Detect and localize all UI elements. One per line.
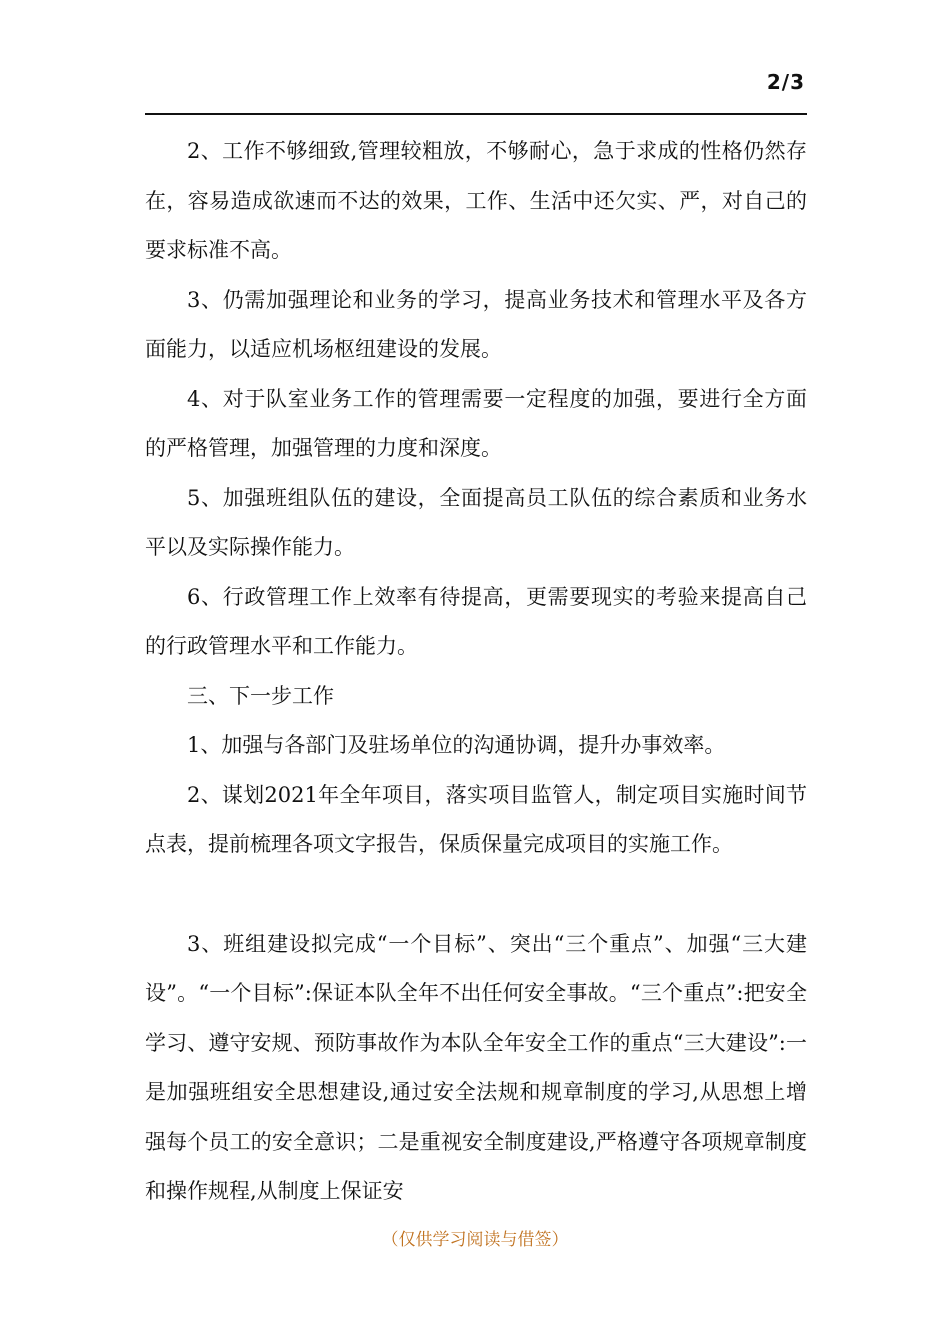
paragraph-item-5-team: 5、加强班组队伍的建设，全面提高员工队伍的综合素质和业务水平以及实际操作能力。 [145, 485, 807, 559]
paragraph-next-step-1: 1、加强与各部门及驻场单位的沟通协调，提升办事效率。 [187, 733, 726, 757]
paragraph-item-4-management: 4、对于队室业务工作的管理需要一定程度的加强，要进行全方面的严格管理，加强管理的力度和深度。 [145, 386, 807, 460]
paragraph-item-3-study: 3、仍需加强理论和业务的学习，提高业务技术和管理水平及各方面能力，以适应机场枢纽建设的发展。 [145, 287, 807, 361]
document-body [145, 127, 807, 1217]
paragraph-item-6-admin: 6、行政管理工作上效率有待提高，更需要现实的考验来提高自己的行政管理水平和工作能力。 [145, 584, 807, 658]
paragraph-next-step-2: 2、谋划2021年全年项目，落实项目监管人，制定项目实施时间节点表，提前梳理各项文字报告，保质保量完成项目的实施工作。 [145, 782, 807, 856]
header-divider [145, 113, 807, 115]
page-number: 2/3 [766, 70, 805, 94]
paragraph-item-2-shortcoming: 2、工作不够细致,管理较粗放，不够耐心，急于求成的性格仍然存在，容易造成欲速而不达的效果，工作、生活中还欠实、严，对自己的要求标准不高。 [145, 139, 807, 262]
paragraph-next-step-3: 3、班组建设拟完成“一个目标”、突出“三个重点”、加强“三大建设”。“一个目标”:保证本队全年不出任何安全事故。“三个重点”:把安全学习、遵守安规、预防事故作为本队全年安全工作的重点“三大建设”:一是加强班组安全思想建设,通过安全法规和规章制度的学习,从思想上增强每个员工的安全意识；二是重视安全制度建设,严格遵守各项规章制度和操作规程,从制度上保证安 [145, 931, 807, 1203]
footer-note: （仅供学习阅读与借签） [381, 1230, 569, 1250]
section-heading-next-steps: 三、下一步工作 [187, 683, 334, 708]
paragraph-gap [145, 870, 807, 920]
